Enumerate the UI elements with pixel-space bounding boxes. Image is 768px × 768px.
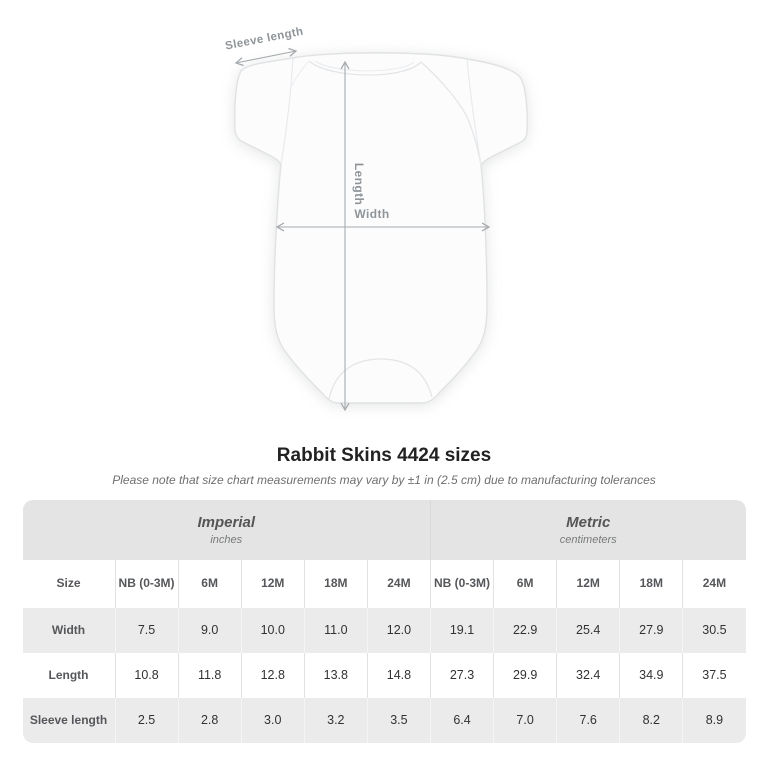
width-metric-6m: 22.9 — [493, 608, 556, 653]
onesie-garment — [235, 53, 527, 403]
metric-group-name: Metric — [566, 513, 611, 531]
sleeve-metric-18m: 8.2 — [619, 698, 682, 743]
width-label: Width — [354, 207, 390, 221]
sleeve-imperial-nb: 2.5 — [115, 698, 178, 743]
size-header-metric-18m: 18M — [619, 560, 682, 608]
width-imperial-nb: 7.5 — [115, 608, 178, 653]
sleeve-metric-nb: 6.4 — [430, 698, 493, 743]
metric-group-header — [430, 500, 746, 560]
length-imperial-6m: 11.8 — [178, 653, 241, 698]
width-metric-12m: 25.4 — [556, 608, 619, 653]
width-metric-18m: 27.9 — [619, 608, 682, 653]
width-imperial-6m: 9.0 — [178, 608, 241, 653]
size-column-header: Size — [23, 560, 115, 608]
length-imperial-nb: 10.8 — [115, 653, 178, 698]
imperial-group-name: Imperial — [197, 513, 255, 531]
sleeve-metric-6m: 7.0 — [493, 698, 556, 743]
imperial-group-header — [23, 500, 430, 560]
metric-group-unit: centimeters — [559, 533, 617, 546]
sleeve-imperial-12m: 3.0 — [241, 698, 304, 743]
table-row-width — [23, 608, 746, 653]
size-header-metric-nb: NB (0-3M) — [430, 560, 493, 608]
length-metric-6m: 29.9 — [493, 653, 556, 698]
length-metric-18m: 34.9 — [619, 653, 682, 698]
size-header-imperial-6m: 6M — [178, 560, 241, 608]
sleeve-metric-24m: 8.9 — [682, 698, 745, 743]
length-imperial-18m: 13.8 — [304, 653, 367, 698]
length-label: Length — [352, 162, 366, 206]
size-header-imperial-12m: 12M — [241, 560, 304, 608]
sleeve-imperial-24m: 3.5 — [367, 698, 430, 743]
table-row-sleeve-length — [23, 698, 746, 743]
size-header-metric-12m: 12M — [556, 560, 619, 608]
sleeve-imperial-18m: 3.2 — [304, 698, 367, 743]
length-metric-12m: 32.4 — [556, 653, 619, 698]
unit-group-row — [23, 500, 746, 560]
size-chart-table — [23, 500, 746, 743]
width-imperial-18m: 11.0 — [304, 608, 367, 653]
imperial-group-unit: inches — [210, 533, 243, 546]
width-imperial-12m: 10.0 — [241, 608, 304, 653]
page-title: Rabbit Skins 4424 sizes — [276, 445, 492, 466]
width-imperial-24m: 12.0 — [367, 608, 430, 653]
sleeve-metric-12m: 7.6 — [556, 698, 619, 743]
length-metric-24m: 37.5 — [682, 653, 745, 698]
sleeve-length-label: Sleeve length — [224, 25, 305, 53]
size-header-imperial-24m: 24M — [367, 560, 430, 608]
size-header-row — [23, 560, 746, 608]
row-label-sleeve-length: Sleeve length — [23, 698, 115, 743]
tolerance-note: Please note that size chart measurements may vary by ±1 in (2.5 cm) due to manufacturing tolerances — [112, 472, 656, 487]
length-imperial-24m: 14.8 — [367, 653, 430, 698]
width-metric-nb: 19.1 — [430, 608, 493, 653]
width-metric-24m: 30.5 — [682, 608, 745, 653]
size-header-metric-24m: 24M — [682, 560, 745, 608]
row-label-length: Length — [23, 653, 115, 698]
sleeve-imperial-6m: 2.8 — [178, 698, 241, 743]
size-header-metric-6m: 6M — [493, 560, 556, 608]
row-label-width: Width — [23, 608, 115, 653]
length-imperial-12m: 12.8 — [241, 653, 304, 698]
size-header-imperial-18m: 18M — [304, 560, 367, 608]
table-row-length — [23, 653, 746, 698]
size-header-imperial-nb: NB (0-3M) — [115, 560, 178, 608]
length-metric-nb: 27.3 — [430, 653, 493, 698]
